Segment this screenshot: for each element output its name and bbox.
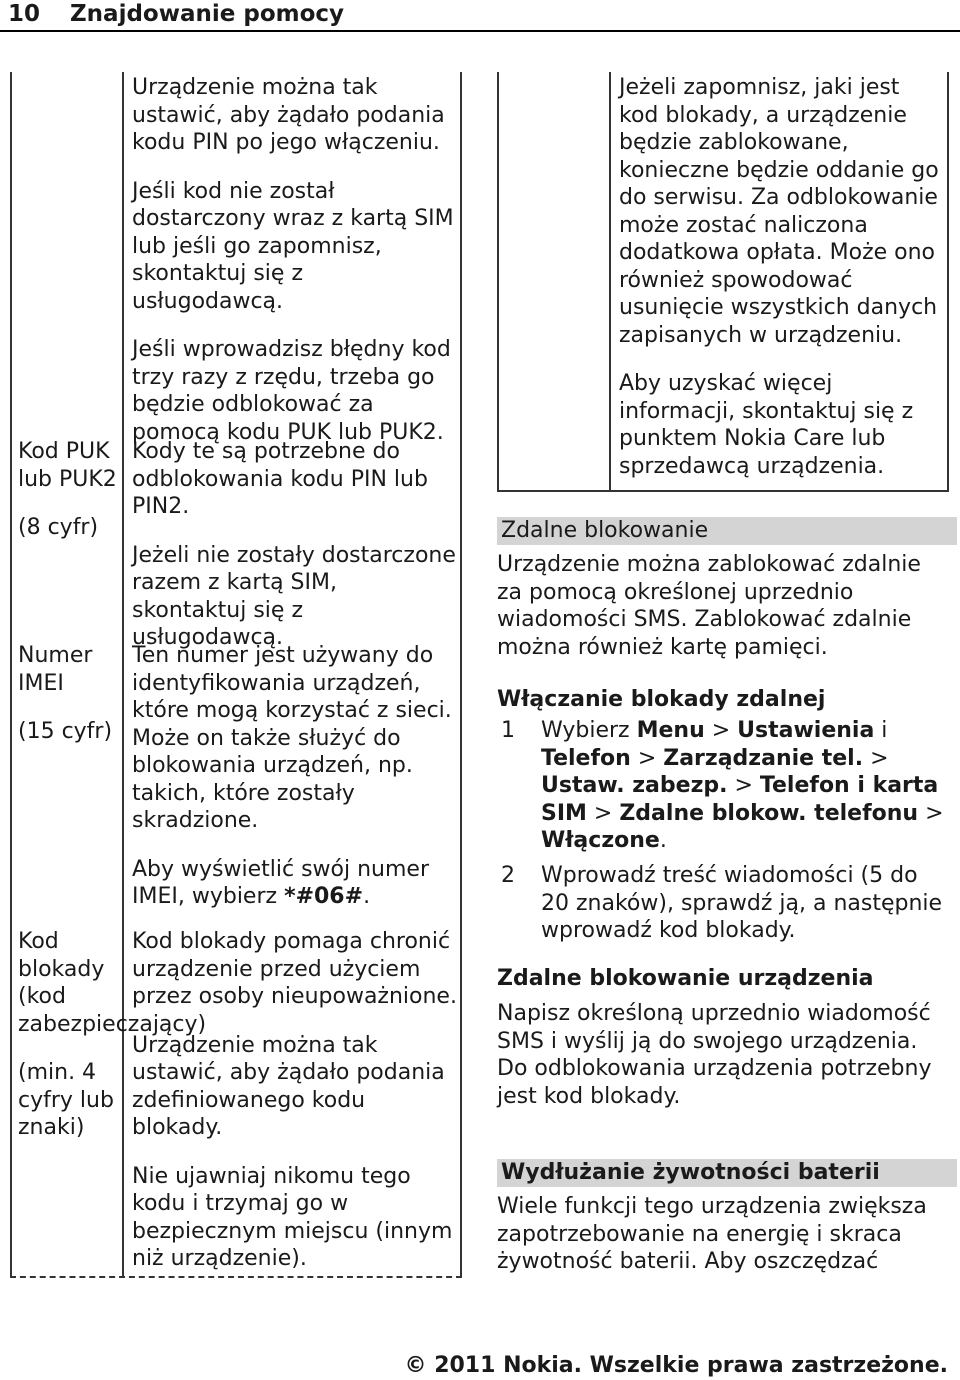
remote-lock-device-text: Napisz określoną uprzednio wiadomość SMS i wyślij ją do swojego urządzenia. Do odblokowania urządzenia potrzebny jest kod blokady. xyxy=(497,1001,932,1109)
table-paragraph: Jeżeli zapomnisz, jaki jest kod blokady, a urządzenie będzie zablokowane, konieczne będzie oddanie go do serwisu. Za odblokowanie może zostać naliczona dodatkowa opłata. Może ono również spowodować usunięcie wszystkich danych zapisanych w urządzeniu. xyxy=(619,75,939,348)
menu-path-item: Zdalne blokow. telefonu xyxy=(619,800,919,826)
puk-description xyxy=(132,438,458,652)
section-heading-bar xyxy=(497,517,957,545)
battery-text: Wiele funkcji tego urządzenia zwiększa zapotrzebowanie na energię i skraca żywotność baterii. Aby oszczędzać xyxy=(497,1194,927,1274)
pin-description xyxy=(132,74,458,446)
menu-path-item: Telefon i karta SIM xyxy=(541,773,939,826)
table-border-right xyxy=(460,72,462,1278)
page-title: Znajdowanie pomocy xyxy=(70,1,345,27)
step-number: 1 xyxy=(501,718,515,743)
table-paragraph: Urządzenie można tak ustawić, aby żądało podania zdefiniowanego kodu blokady. xyxy=(132,1032,445,1140)
table-paragraph: Nie ujawniaj nikomu tego kodu i trzymaj go w bezpiecznym miejscu (innym niż urządzenie). xyxy=(132,1163,453,1271)
table-paragraph: Jeśli wprowadzisz błędny kod trzy razy z rzędu, trzeba go będzie odblokować za pomocą kodu PUK lub PUK2. xyxy=(132,337,451,445)
menu-path-item: Telefon xyxy=(541,745,631,771)
remote-lock-intro: Urządzenie można zablokować zdalnie za pomocą określonej uprzednio wiadomości SMS. Zablokować zdalnie można również kartę pamięci. xyxy=(497,552,921,660)
menu-path-item: Zarządzanie tel. xyxy=(663,745,864,771)
table-paragraph: Kody te są potrzebne do odblokowania kodu PIN lub PIN2. xyxy=(132,439,428,519)
code-name: Kod PUK lub PUK2 xyxy=(18,439,117,492)
section-heading: Zdalne blokowanie xyxy=(501,518,709,543)
lock-description-continued xyxy=(619,74,945,480)
step-number: 2 xyxy=(501,863,515,888)
imei-hint xyxy=(132,856,458,911)
code-length: (min. 4 cyfry lub znaki) xyxy=(18,1060,114,1140)
step-item xyxy=(497,717,952,857)
section-heading-bar xyxy=(497,1159,957,1187)
table-paragraph: Ten numer jest używany do identyfikowania urządzeń, które mogą korzystać z sieci. Może on także służyć do blokowania urządzeń, np. takich, które zostały skradzione. xyxy=(132,643,452,833)
table-paragraph: Jeżeli nie zostały dostarczone razem z kartą SIM, skontaktuj się z usługodawcą. xyxy=(132,542,456,650)
menu-path-item: Ustaw. zabezp. xyxy=(541,773,728,798)
menu-path-item: Menu xyxy=(636,718,705,743)
lock-label-cell xyxy=(18,928,207,1142)
imei-hint-end: . xyxy=(363,884,371,909)
menu-path-item: Ustawienia xyxy=(737,718,875,743)
table-border-right xyxy=(947,72,949,492)
step-item xyxy=(497,862,952,946)
code-name: Kod blokady (kod zabezpieczający) xyxy=(18,929,207,1037)
code-name: Numer IMEI xyxy=(18,643,93,696)
puk-label-cell xyxy=(18,438,118,542)
table-paragraph: Jeśli kod nie został dostarczony wraz z kartą SIM lub jeśli go zapomnisz, skontaktuj się z usługodawcą. xyxy=(132,178,454,314)
code-length: (8 cyfr) xyxy=(18,515,99,540)
imei-hint-text: Aby wyświetlić swój numer IMEI, wybierz xyxy=(132,856,429,909)
table-column-divider xyxy=(609,72,611,492)
table-paragraph: Urządzenie można tak ustawić, aby żądało podania kodu PIN po jego włączeniu. xyxy=(132,75,445,155)
lock-description xyxy=(132,928,458,1273)
step-text: Wprowadź treść wiadomości (5 do 20 znaków), sprawdź ją, a następnie wprowadź kod blokady. xyxy=(541,863,943,943)
page-header xyxy=(0,0,960,32)
page-number: 10 xyxy=(8,1,41,27)
subsection-heading: Włączanie blokady zdalnej xyxy=(497,687,826,712)
table-bottom-border xyxy=(497,490,949,492)
table-border-left xyxy=(10,72,12,1278)
step-text: Wybierz Menu > Ustawienia i Telefon > Zarządzanie tel. > Ustaw. zabezp. > Telefon i karta SIM > Zdalne blokow. telefonu > Włączone. xyxy=(541,718,944,853)
security-codes-table xyxy=(10,72,462,1278)
table-paragraph: Kod blokady pomaga chronić urządzenie przed użyciem przez osoby nieupoważnione. xyxy=(132,929,457,1009)
table-border-left xyxy=(497,72,499,492)
imei-description xyxy=(132,642,458,911)
section-heading: Wydłużanie żywotności baterii xyxy=(501,1160,880,1185)
imei-label-cell xyxy=(18,642,118,746)
code-length: (15 cyfr) xyxy=(18,719,113,744)
subsection-heading: Zdalne blokowanie urządzenia xyxy=(497,966,874,991)
lock-code-continuation-table xyxy=(497,72,949,492)
table-continuation-line xyxy=(10,1276,462,1278)
table-paragraph: Aby uzyskać więcej informacji, skontaktuj się z punktem Nokia Care lub sprzedawcą urządzenia. xyxy=(619,371,914,479)
menu-path-item: Włączone xyxy=(541,828,660,853)
copyright-footer: © 2011 Nokia. Wszelkie prawa zastrzeżone. xyxy=(404,1353,948,1378)
imei-code: *#06# xyxy=(284,884,364,909)
table-column-divider xyxy=(122,72,124,1278)
